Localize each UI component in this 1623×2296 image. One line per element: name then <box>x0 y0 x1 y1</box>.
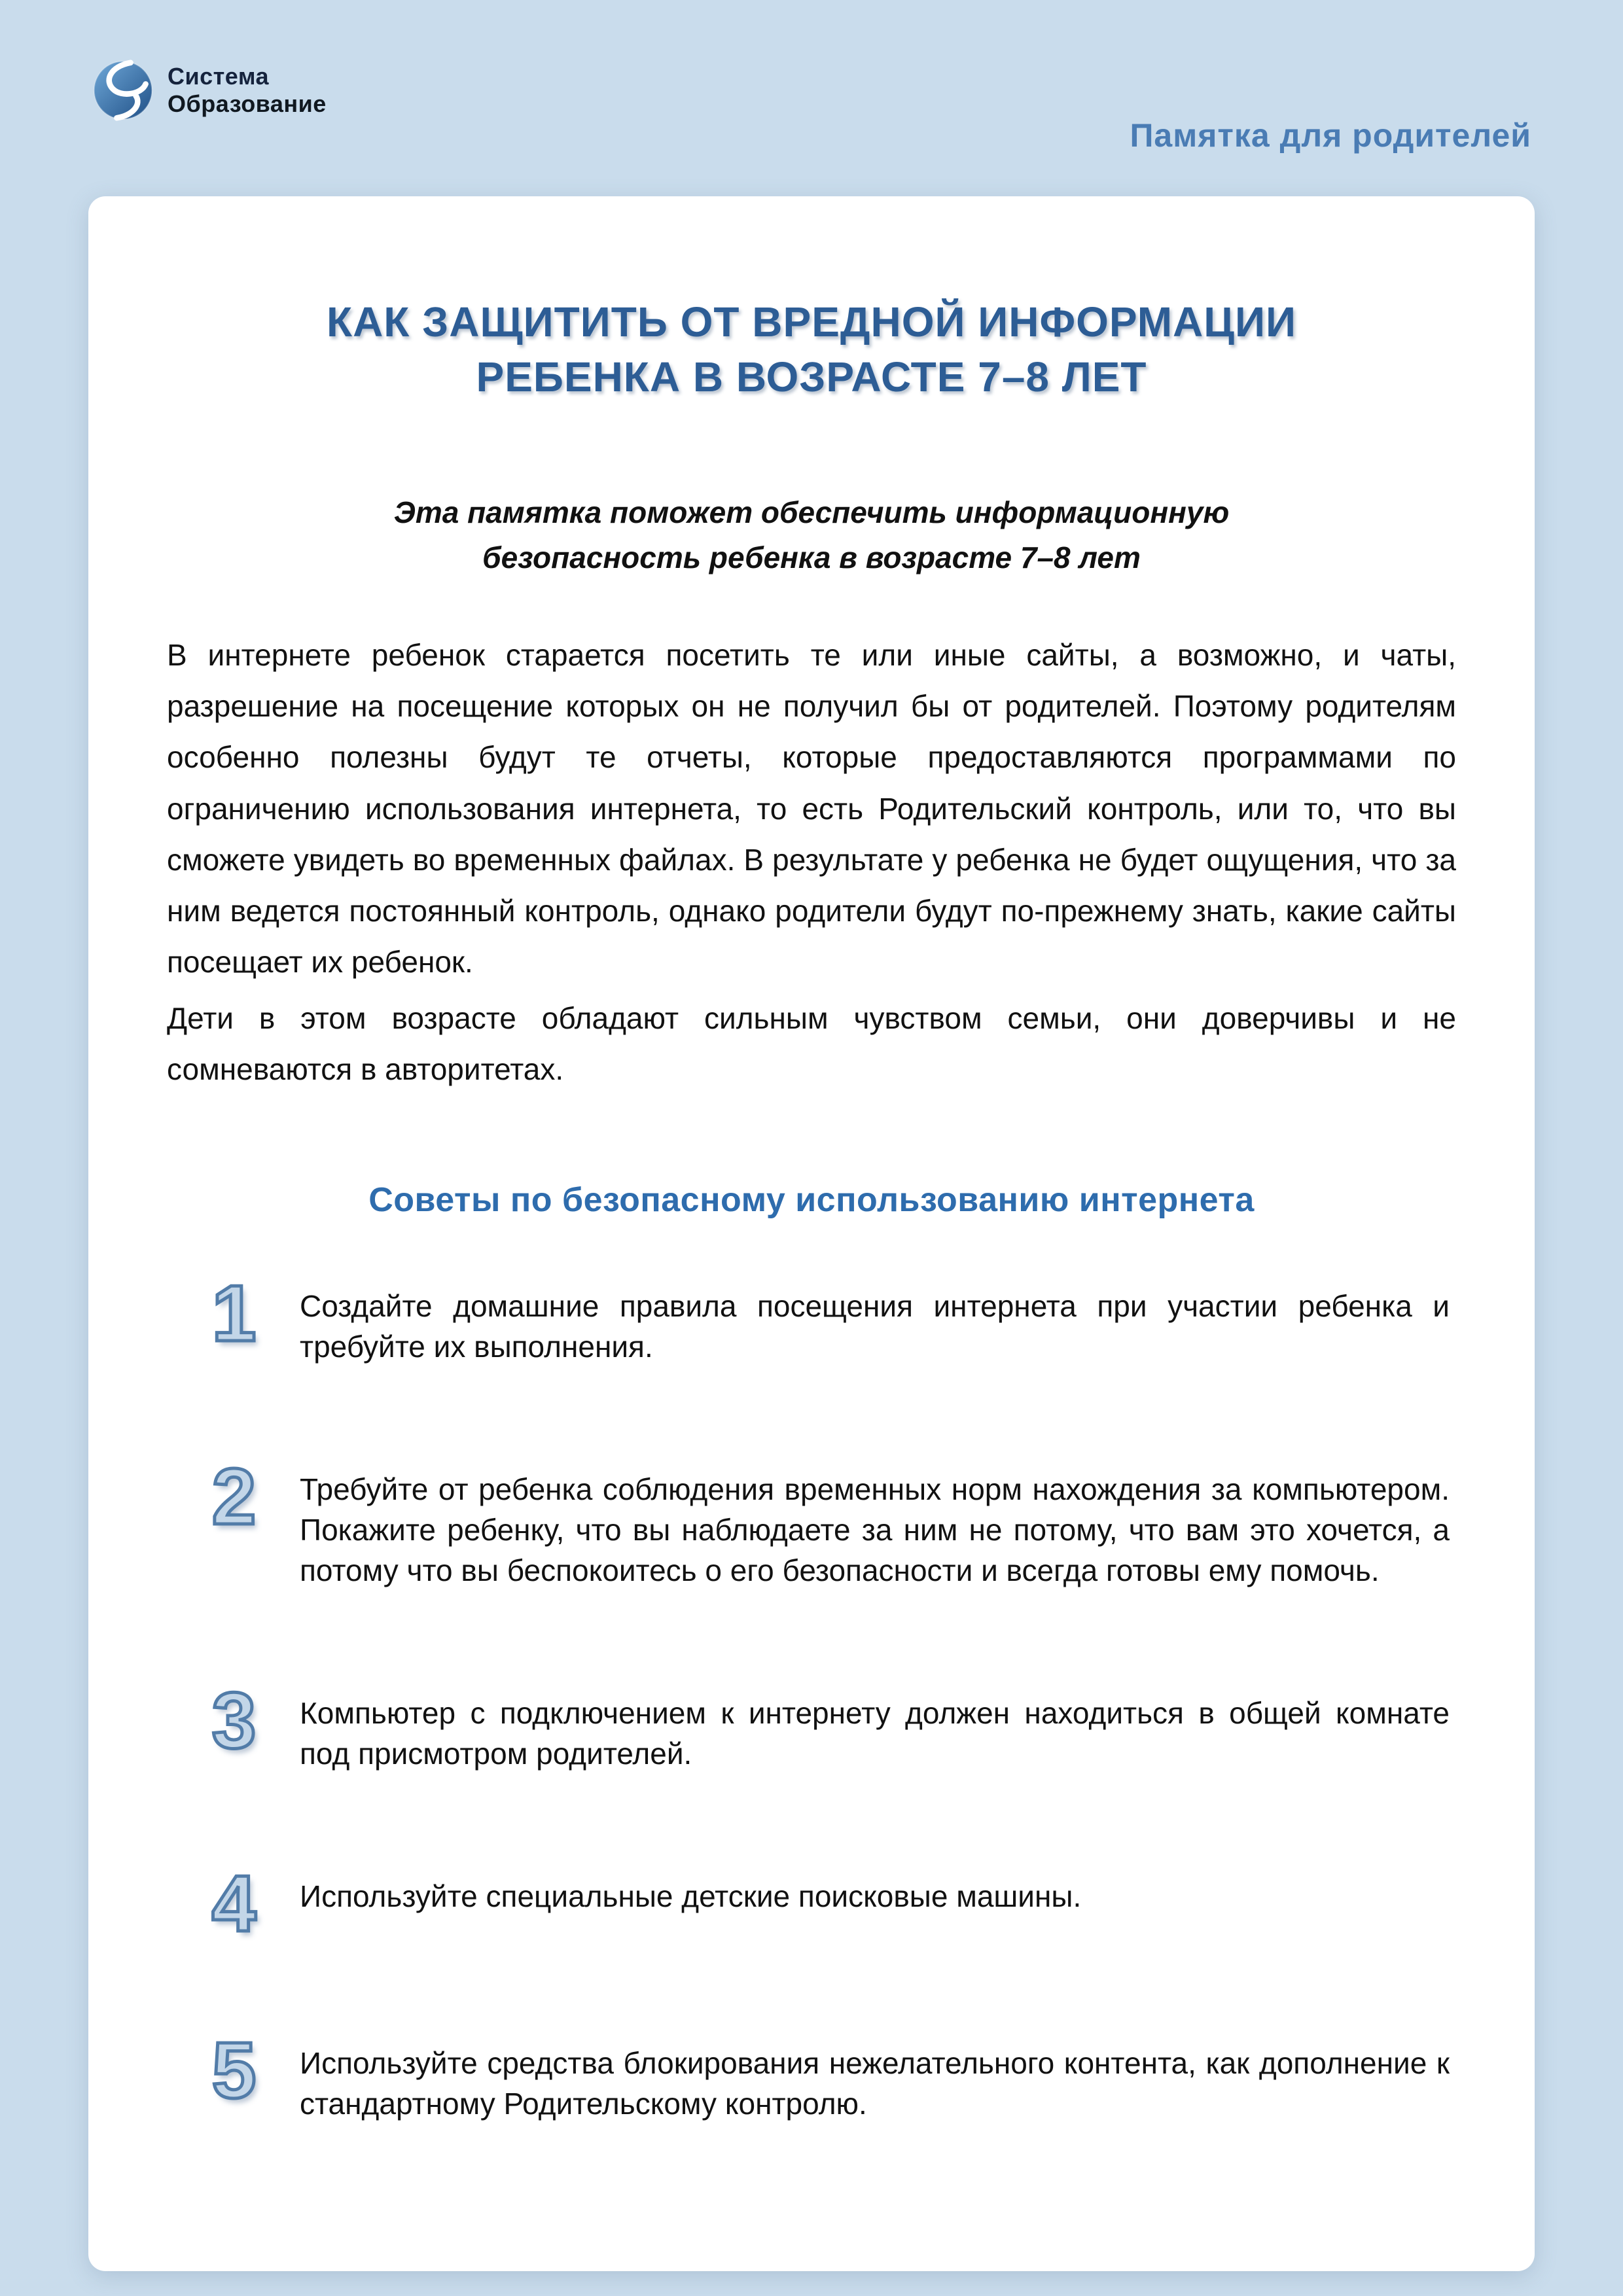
subtitle: Эта памятка поможет обеспечить информационную безопасность ребенка в возрасте 7–8 лет <box>393 495 1230 574</box>
logo-globe-icon <box>92 59 154 122</box>
document-card <box>88 196 1535 2271</box>
logo-text <box>168 63 327 118</box>
list-item <box>200 1859 1450 1949</box>
tip-number-1: 1 <box>211 1268 257 1358</box>
tip-text-5: Используйте средства блокирования нежелательного контента, как дополнение к стандартному Родительскому контролю. <box>300 2045 1450 2121</box>
tip-number-3: 3 <box>211 1676 257 1765</box>
tip-text-3: Компьютер с подключением к интернету должен находиться в общей комнате под присмотром родителей. <box>300 1696 1450 1771</box>
logo <box>92 59 327 122</box>
top-bar <box>0 0 1623 196</box>
tip-text-2: Требуйте от ребенка соблюдения временных норм нахождения за компьютером. Покажите ребенку, что вы наблюдаете за ним не потому, что вам это хочется, а потому что вы беспокоитесь о его безопасности и всегда готовы ему помочь. <box>300 1472 1450 1587</box>
intro-paragraphs <box>167 629 1456 1095</box>
page-title-line1: КАК ЗАЩИТИТЬ ОТ ВРЕДНОЙ ИНФОРМАЦИИ <box>327 298 1296 345</box>
list-item <box>200 2025 1450 2124</box>
section-heading: Советы по безопасному использованию интернета <box>368 1180 1255 1219</box>
tips-list <box>167 1268 1456 2124</box>
tip-text-1: Создайте домашние правила посещения интернета при участии ребенка и требуйте их выполнения. <box>300 1288 1450 1364</box>
logo-text-line2: Образование <box>168 90 327 117</box>
intro-paragraph-1: В интернете ребенок старается посетить те или иные сайты, а возможно, и чаты, разрешение на посещение которых он не получил бы от родителей. Поэтому родителям особенно полезны будут те отчеты, которые предоставляются программами по ограничению использования интернета, то есть Родительский контроль, или то, что вы сможете увидеть во временных файлах. В результате у ребенка не будет ощущения, что за ним ведется постоянный контроль, однако родители будут по-прежнему знать, какие сайты посещает их ребенок. <box>167 637 1456 980</box>
list-item <box>200 1451 1450 1591</box>
header-badge: Памятка для родителей <box>1130 117 1531 154</box>
tip-number-5: 5 <box>211 2025 257 2115</box>
page-title <box>167 294 1456 405</box>
list-item <box>200 1268 1450 1367</box>
tip-text-4: Используйте специальные детские поисковые машины. <box>300 1879 1082 1914</box>
intro-paragraph-2: Дети в этом возрасте обладают сильным чувством семьи, они доверчивы и не сомневаются в авторитетах. <box>167 1001 1456 1087</box>
logo-text-line1: Система <box>168 62 270 90</box>
tip-number-2: 2 <box>211 1451 257 1541</box>
page-title-line2: РЕБЕНКА В ВОЗРАСТЕ 7–8 ЛЕТ <box>476 353 1147 401</box>
list-item <box>200 1676 1450 1774</box>
tip-number-4: 4 <box>211 1859 257 1949</box>
